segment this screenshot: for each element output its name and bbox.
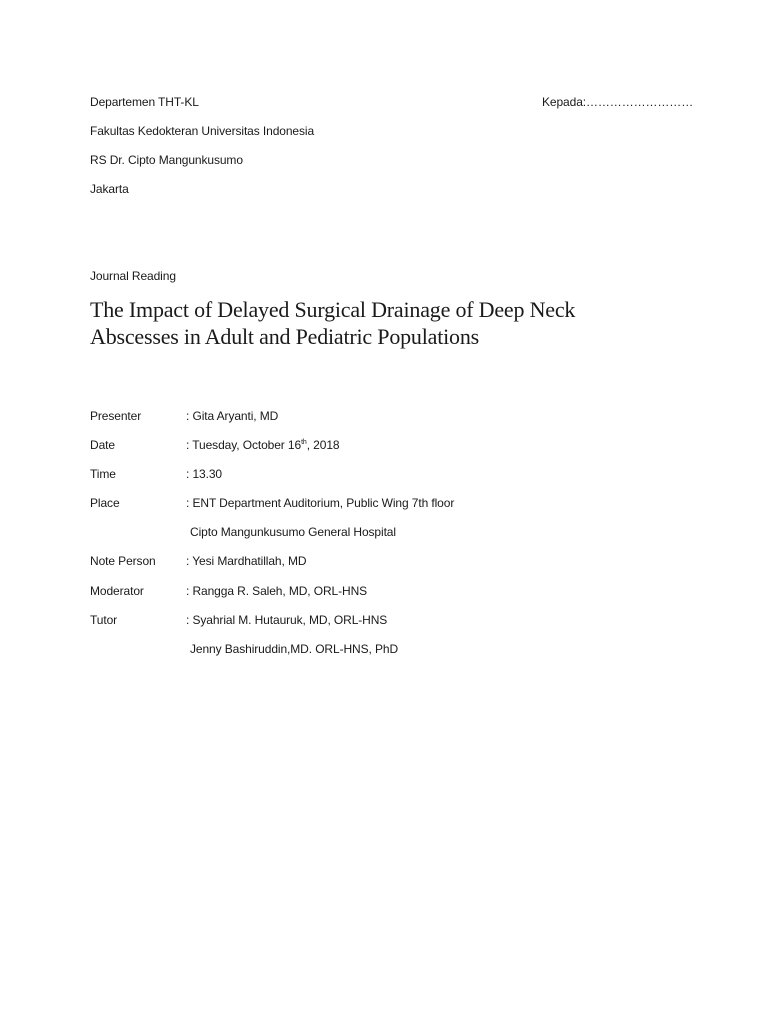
time-label: Time xyxy=(90,467,116,481)
detail-row-tutor-cont xyxy=(0,641,768,659)
recipient-field: Kepada:……………………… xyxy=(542,95,694,109)
date-label: Date xyxy=(90,438,115,452)
tutor-label: Tutor xyxy=(90,613,118,627)
moderator-value: : Rangga R. Saleh, MD, ORL-HNS xyxy=(186,584,368,598)
detail-row-moderator xyxy=(0,583,768,601)
place-label: Place xyxy=(90,496,120,510)
presenter-value: : Gita Aryanti, MD xyxy=(186,409,279,423)
detail-row-tutor xyxy=(0,612,768,630)
presenter-label: Presenter xyxy=(90,409,142,423)
detail-row-place xyxy=(0,495,768,513)
note-person-value: : Yesi Mardhatillah, MD xyxy=(186,554,307,568)
hospital-name: RS Dr. Cipto Mangunkusumo xyxy=(90,153,243,167)
tutor-value-line-2: Jenny Bashiruddin,MD. ORL-HNS, PhD xyxy=(190,642,399,656)
faculty-name: Fakultas Kedokteran Universitas Indonesia xyxy=(90,124,315,138)
date-value-ordinal: th xyxy=(301,439,307,446)
date-value-suffix: , 2018 xyxy=(306,438,340,452)
city-name: Jakarta xyxy=(90,182,129,196)
detail-row-time xyxy=(0,466,768,484)
detail-row-place-cont xyxy=(0,524,768,542)
detail-row-presenter xyxy=(0,408,768,426)
department-name: Departemen THT-KL xyxy=(90,95,199,109)
date-value xyxy=(186,437,339,453)
document-title xyxy=(90,296,690,350)
date-value-prefix: : Tuesday, October 16 xyxy=(186,438,302,452)
place-value: : ENT Department Auditorium, Public Wing 7th floor xyxy=(186,496,455,510)
note-person-label: Note Person xyxy=(90,554,156,568)
detail-row-note-person xyxy=(0,553,768,571)
time-value: : 13.30 xyxy=(186,467,222,481)
document-title-line-2: Abscesses in Adult and Pediatric Populations xyxy=(90,324,479,349)
document-type: Journal Reading xyxy=(90,269,176,283)
document-title-line-1: The Impact of Delayed Surgical Drainage of Deep Neck xyxy=(90,297,576,322)
moderator-label: Moderator xyxy=(90,584,144,598)
detail-row-date xyxy=(0,437,768,455)
place-value-line-2: Cipto Mangunkusumo General Hospital xyxy=(190,525,396,539)
tutor-value: : Syahrial M. Hutauruk, MD, ORL-HNS xyxy=(186,613,388,627)
